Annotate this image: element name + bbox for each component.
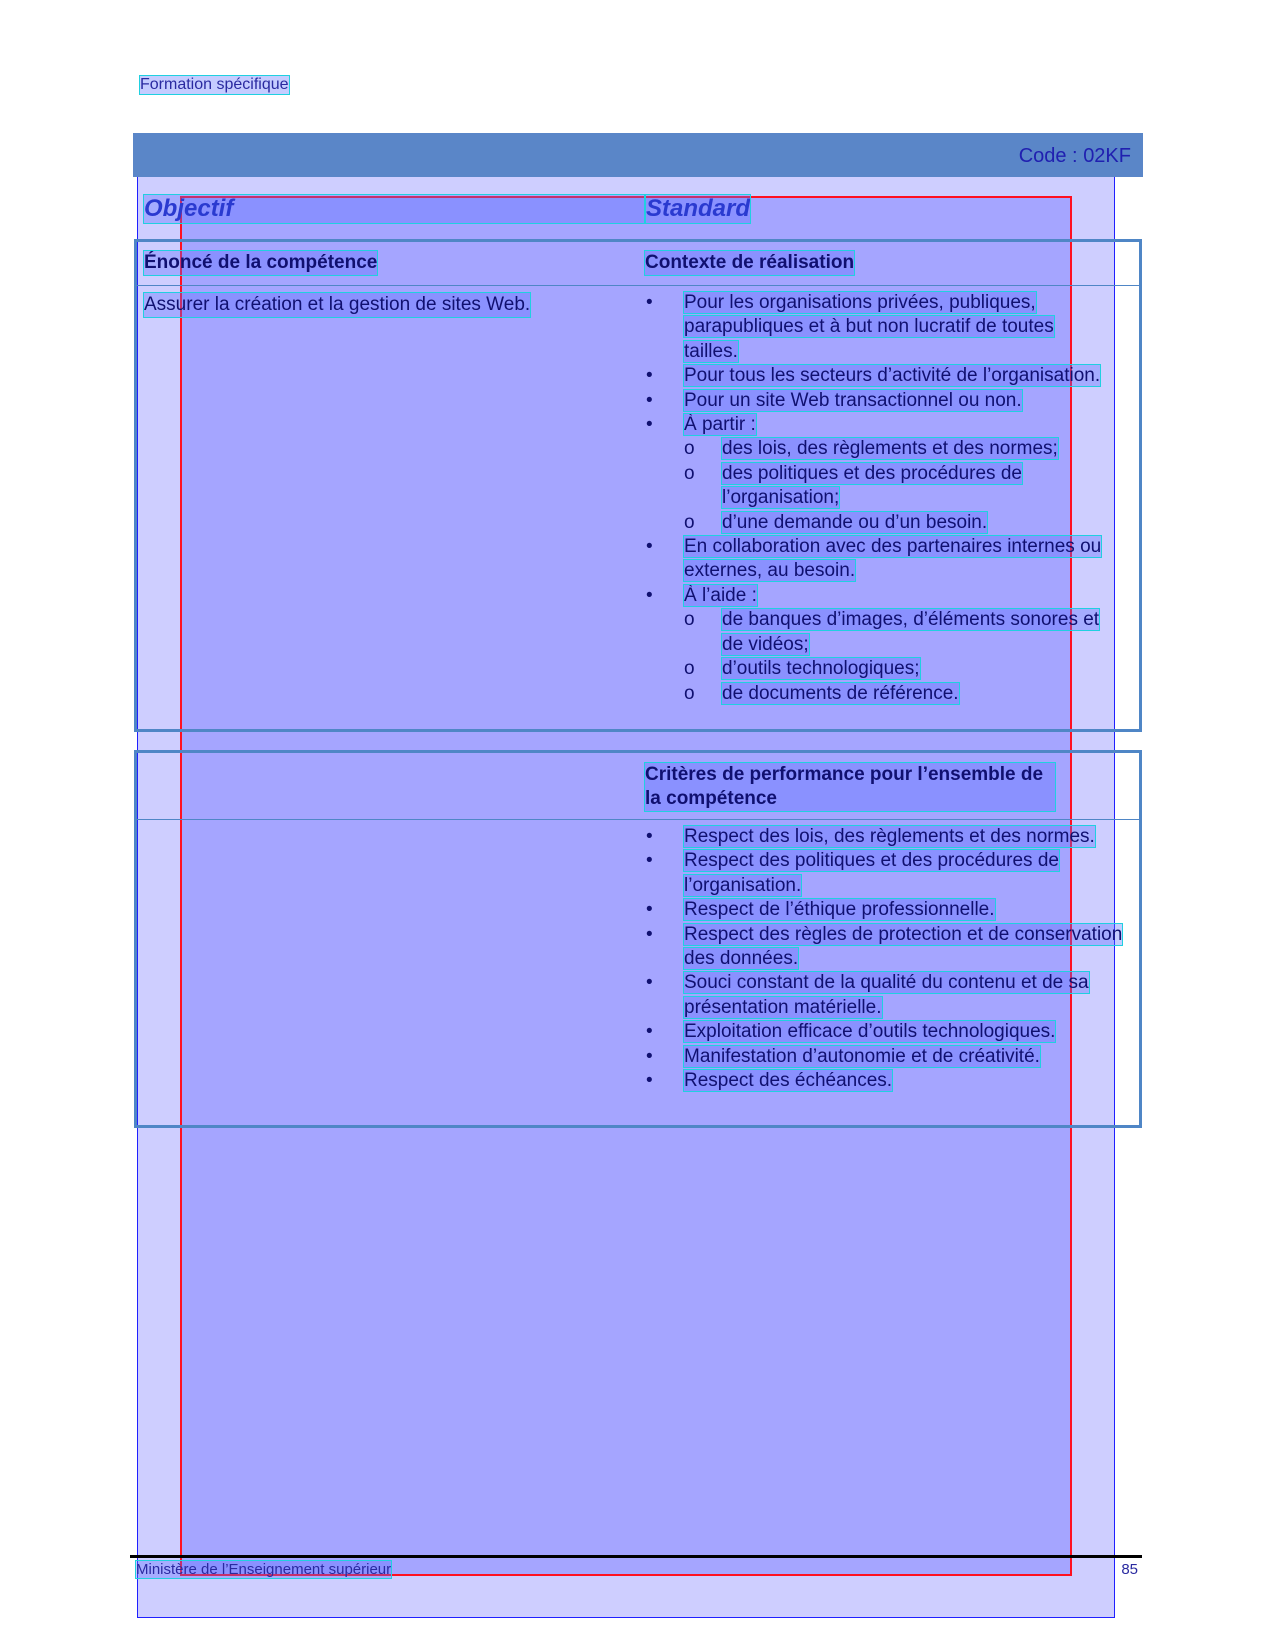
sub-list-item: o d’outils technologiques; [684, 657, 1111, 681]
list-item: • Respect des politiques et des procédures de l’organisation. [646, 850, 1059, 896]
list-item: • Respect des échéances. [646, 1069, 1126, 1093]
bullet-icon: • [646, 1070, 653, 1092]
contexte-list [646, 291, 1111, 706]
col-header-contexte: Contexte de réalisation [645, 252, 855, 273]
list-item: • En collaboration avec des partenaires internes ou externes, au besoin. [646, 536, 1102, 582]
list-item: • Respect de l’éthique professionnelle. [646, 898, 1126, 922]
sub-list-item: o d’une demande ou d’un besoin. [684, 511, 1111, 535]
objectif-title: Objectif [144, 195, 644, 223]
bullet-icon: • [646, 536, 653, 558]
bullet-icon: • [646, 292, 653, 313]
sub-bullet-icon: o [684, 682, 695, 704]
bullet-icon: • [646, 365, 653, 387]
header-rule [137, 819, 1139, 820]
list-item: • À l’aide : o de banques d’images, d’éléments sonores et de vidéos; o d’outils technologiques; o de documents de référence. [646, 584, 1111, 706]
bullet-icon: • [646, 389, 653, 411]
list-item: • Exploitation efficace d’outils technologiques. [646, 1020, 1126, 1044]
sub-bullet-icon: o [684, 609, 695, 631]
sub-list-item: o de banques d’images, d’éléments sonores et de vidéos; [684, 609, 1100, 655]
list-item: • Pour les organisations privées, publiques, parapubliques et à but non lucratif de toutes tailles. [646, 292, 1054, 362]
bullet-icon: • [646, 923, 653, 945]
sub-list-item: o des politiques et des procédures de l’organisation; [684, 462, 1022, 509]
bullet-icon: • [646, 899, 653, 921]
sub-bullet-icon: o [684, 462, 695, 484]
code-label-text: Code : [1018, 145, 1078, 167]
bullet-icon: • [646, 1045, 653, 1067]
sub-list-item: o de documents de référence. [684, 682, 1111, 706]
sub-list [684, 437, 1111, 535]
bullet-icon: • [646, 972, 653, 994]
sub-bullet-icon: o [684, 438, 695, 460]
competence-statement: Assurer la création et la gestion de sites Web. [144, 294, 531, 315]
page-number: 85 [1121, 1561, 1138, 1578]
standard-title: Standard [646, 195, 751, 222]
footer-rule [130, 1555, 1142, 1558]
document-header: Formation spécifique [140, 76, 289, 93]
sub-list [684, 608, 1111, 706]
bullet-icon: • [646, 414, 653, 436]
footer-ministry: Ministère de l’Enseignement supérieur [136, 1561, 392, 1578]
code-bar [133, 133, 1143, 177]
list-item: • Manifestation d’autonomie et de créativité. [646, 1045, 1126, 1069]
bullet-icon: • [646, 850, 653, 872]
list-item: • À partir : o des lois, des règlements et des normes; o des politiques et des procédures de l’organisation; o d’une demande ou d’un besoin. [646, 413, 1111, 535]
list-item: • Pour un site Web transactionnel ou non. [646, 389, 1111, 413]
col-header-enonce: Énoncé de la compétence [144, 252, 378, 273]
list-item: • Respect des lois, des règlements et des normes. [646, 825, 1126, 849]
code-label [1019, 145, 1131, 168]
code-value: 02KF [1083, 145, 1131, 167]
bullet-icon: • [646, 826, 653, 847]
header-rule [137, 285, 1139, 286]
sub-bullet-icon: o [684, 511, 695, 533]
criteria-list [646, 825, 1126, 1093]
criteria-header: Critères de performance pour l’ensemble de la compétence [645, 763, 1055, 811]
list-item: • Souci constant de la qualité du contenu et de sa présentation matérielle. [646, 972, 1089, 1018]
sub-list-item: o des lois, des règlements et des normes; [684, 437, 1111, 461]
bullet-icon: • [646, 584, 653, 606]
sub-bullet-icon: o [684, 658, 695, 680]
bullet-icon: • [646, 1021, 653, 1043]
list-item: • Respect des règles de protection et de conservation des données. [646, 923, 1123, 970]
list-item: • Pour tous les secteurs d’activité de l’organisation. [646, 364, 1111, 388]
